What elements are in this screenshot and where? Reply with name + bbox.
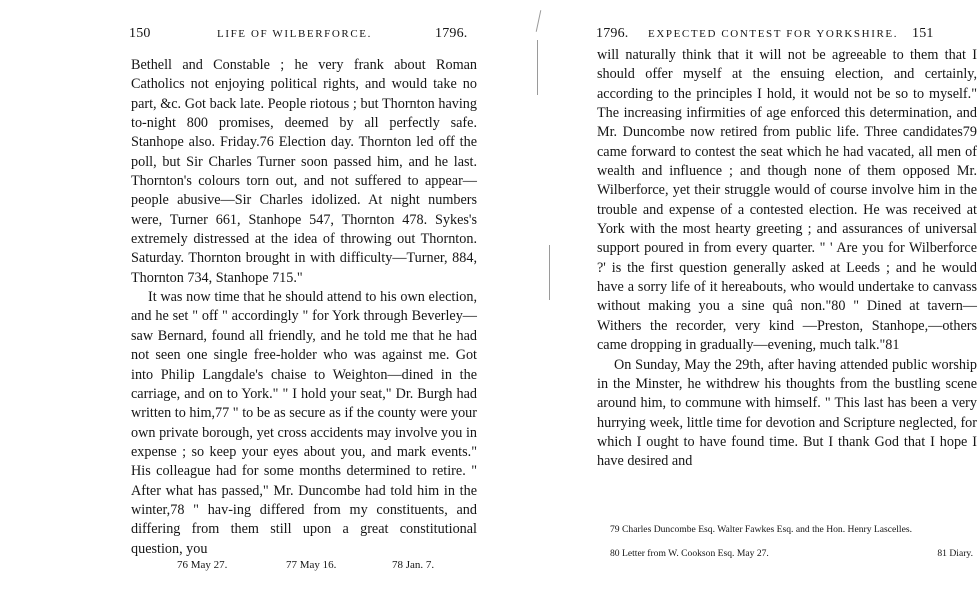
right-paragraph: On Sunday, May the 29th, after having attended public worship in the Minster, he withdrew his thoughts from the bustling scene around him, to commune with himself. " This last has been a very hurrying week, little time for devotion and Scripture neglected, for which I ought to have found time. But I thank God that I hope I have desired and bbox=[597, 356, 977, 470]
left-paragraph: Bethell and Constable ; he very frank about Roman Catholics not enjoying political rights, and would take no part, &c. Got back late. People riotous ; but Thornton having to-night 800 promises, deemed by all perfectly safe. Stanhope also. Friday.76 Election day. Thornton led off the poll, but Sir Charles Turner soon passed him, and he last. Thornton's colours torn out, and not suffered to appear—people abusive—Sir Charles idolized. At night numbers were, Turner 661, Stanhope 547, Thornton 478. Sykes's extremely distressed at the idea of throwing out Thornton. Saturday. Thornton brought in with difficulty—Turner, 884, Thornton 734, Stanhope 715." bbox=[131, 57, 477, 286]
right-running-title: EXPECTED CONTEST FOR YORKSHIRE. bbox=[648, 28, 899, 40]
left-page-number: 150 bbox=[129, 26, 151, 41]
left-running-year: 1796. bbox=[435, 26, 468, 41]
footnote: 80 Letter from W. Cookson Esq. May 27. bbox=[610, 548, 769, 559]
right-page-number: 151 bbox=[912, 26, 934, 41]
footnote: 77 May 16. bbox=[286, 559, 337, 571]
right-running-year: 1796. bbox=[596, 26, 629, 41]
right-footnotes bbox=[600, 524, 980, 560]
right-paragraph: will naturally think that it will not be agreeable to them that I should offer myself at the ensuing election, and certainly, according to the principles I hold, it would not be so to myself." The increasing infirmities of age enforced this determination, and Mr. Duncombe now retired from public life. Three candidates79 came forward to contest the seat which he had vacated, all men of wealth and influence ; and though none of them opposed Mr. Wilberforce, yet their struggle would of course involve him in the trouble and expense of a contested election. He was received at York with the most hearty greeting ; and assurances of universal support poured in from every quarter. " ' Are you for Wilberforce ?' is the first question generally asked at Leeds ; and he would have a sorry life of it hereabouts, who would undertake to canvass without making you a sine quâ non."80 " Dined at tavern—Withers the recorder, very kind —Preston, Stanhope,—others came dropping in gradually—evening, much talk."81 bbox=[597, 47, 977, 354]
left-running-head bbox=[129, 26, 475, 46]
left-paragraph: It was now time that he should attend to his own election, and he set " off " accordingly " for York through Beverley—saw Bernard, found all friendly, and he told me that he had not seen one single free-holder who was against me. Got into Philip Langdale's chaise to Weighton—dined in the carriage, and on to York." " I hold your seat," Dr. Burgh had written to him,77 " to be as secure as if the county were your own private borough, yet cross accidents may involve you in expense ; so keep your eyes about you, and mark events." His colleague had for some months determined to retire. " After what has passed," Mr. Duncombe had told him in the winter,78 " hav-ing differed from my constituents, and differing from them still upon a great constitutional question, you bbox=[131, 289, 477, 557]
footnote: 78 Jan. 7. bbox=[392, 559, 435, 571]
left-body-text bbox=[131, 56, 477, 559]
right-body-text bbox=[597, 46, 977, 472]
left-footnotes bbox=[177, 559, 477, 575]
right-running-head bbox=[596, 26, 932, 46]
left-running-title: LIFE OF WILBERFORCE. bbox=[217, 28, 372, 40]
footnote: 76 May 27. bbox=[177, 559, 228, 571]
gutter-mark bbox=[537, 40, 538, 95]
footnote: 81 Diary. bbox=[937, 548, 973, 559]
footnote: 79 Charles Duncombe Esq. Walter Fawkes Esq. and the Hon. Henry Lascelles. bbox=[610, 524, 912, 535]
right-page bbox=[540, 0, 980, 603]
